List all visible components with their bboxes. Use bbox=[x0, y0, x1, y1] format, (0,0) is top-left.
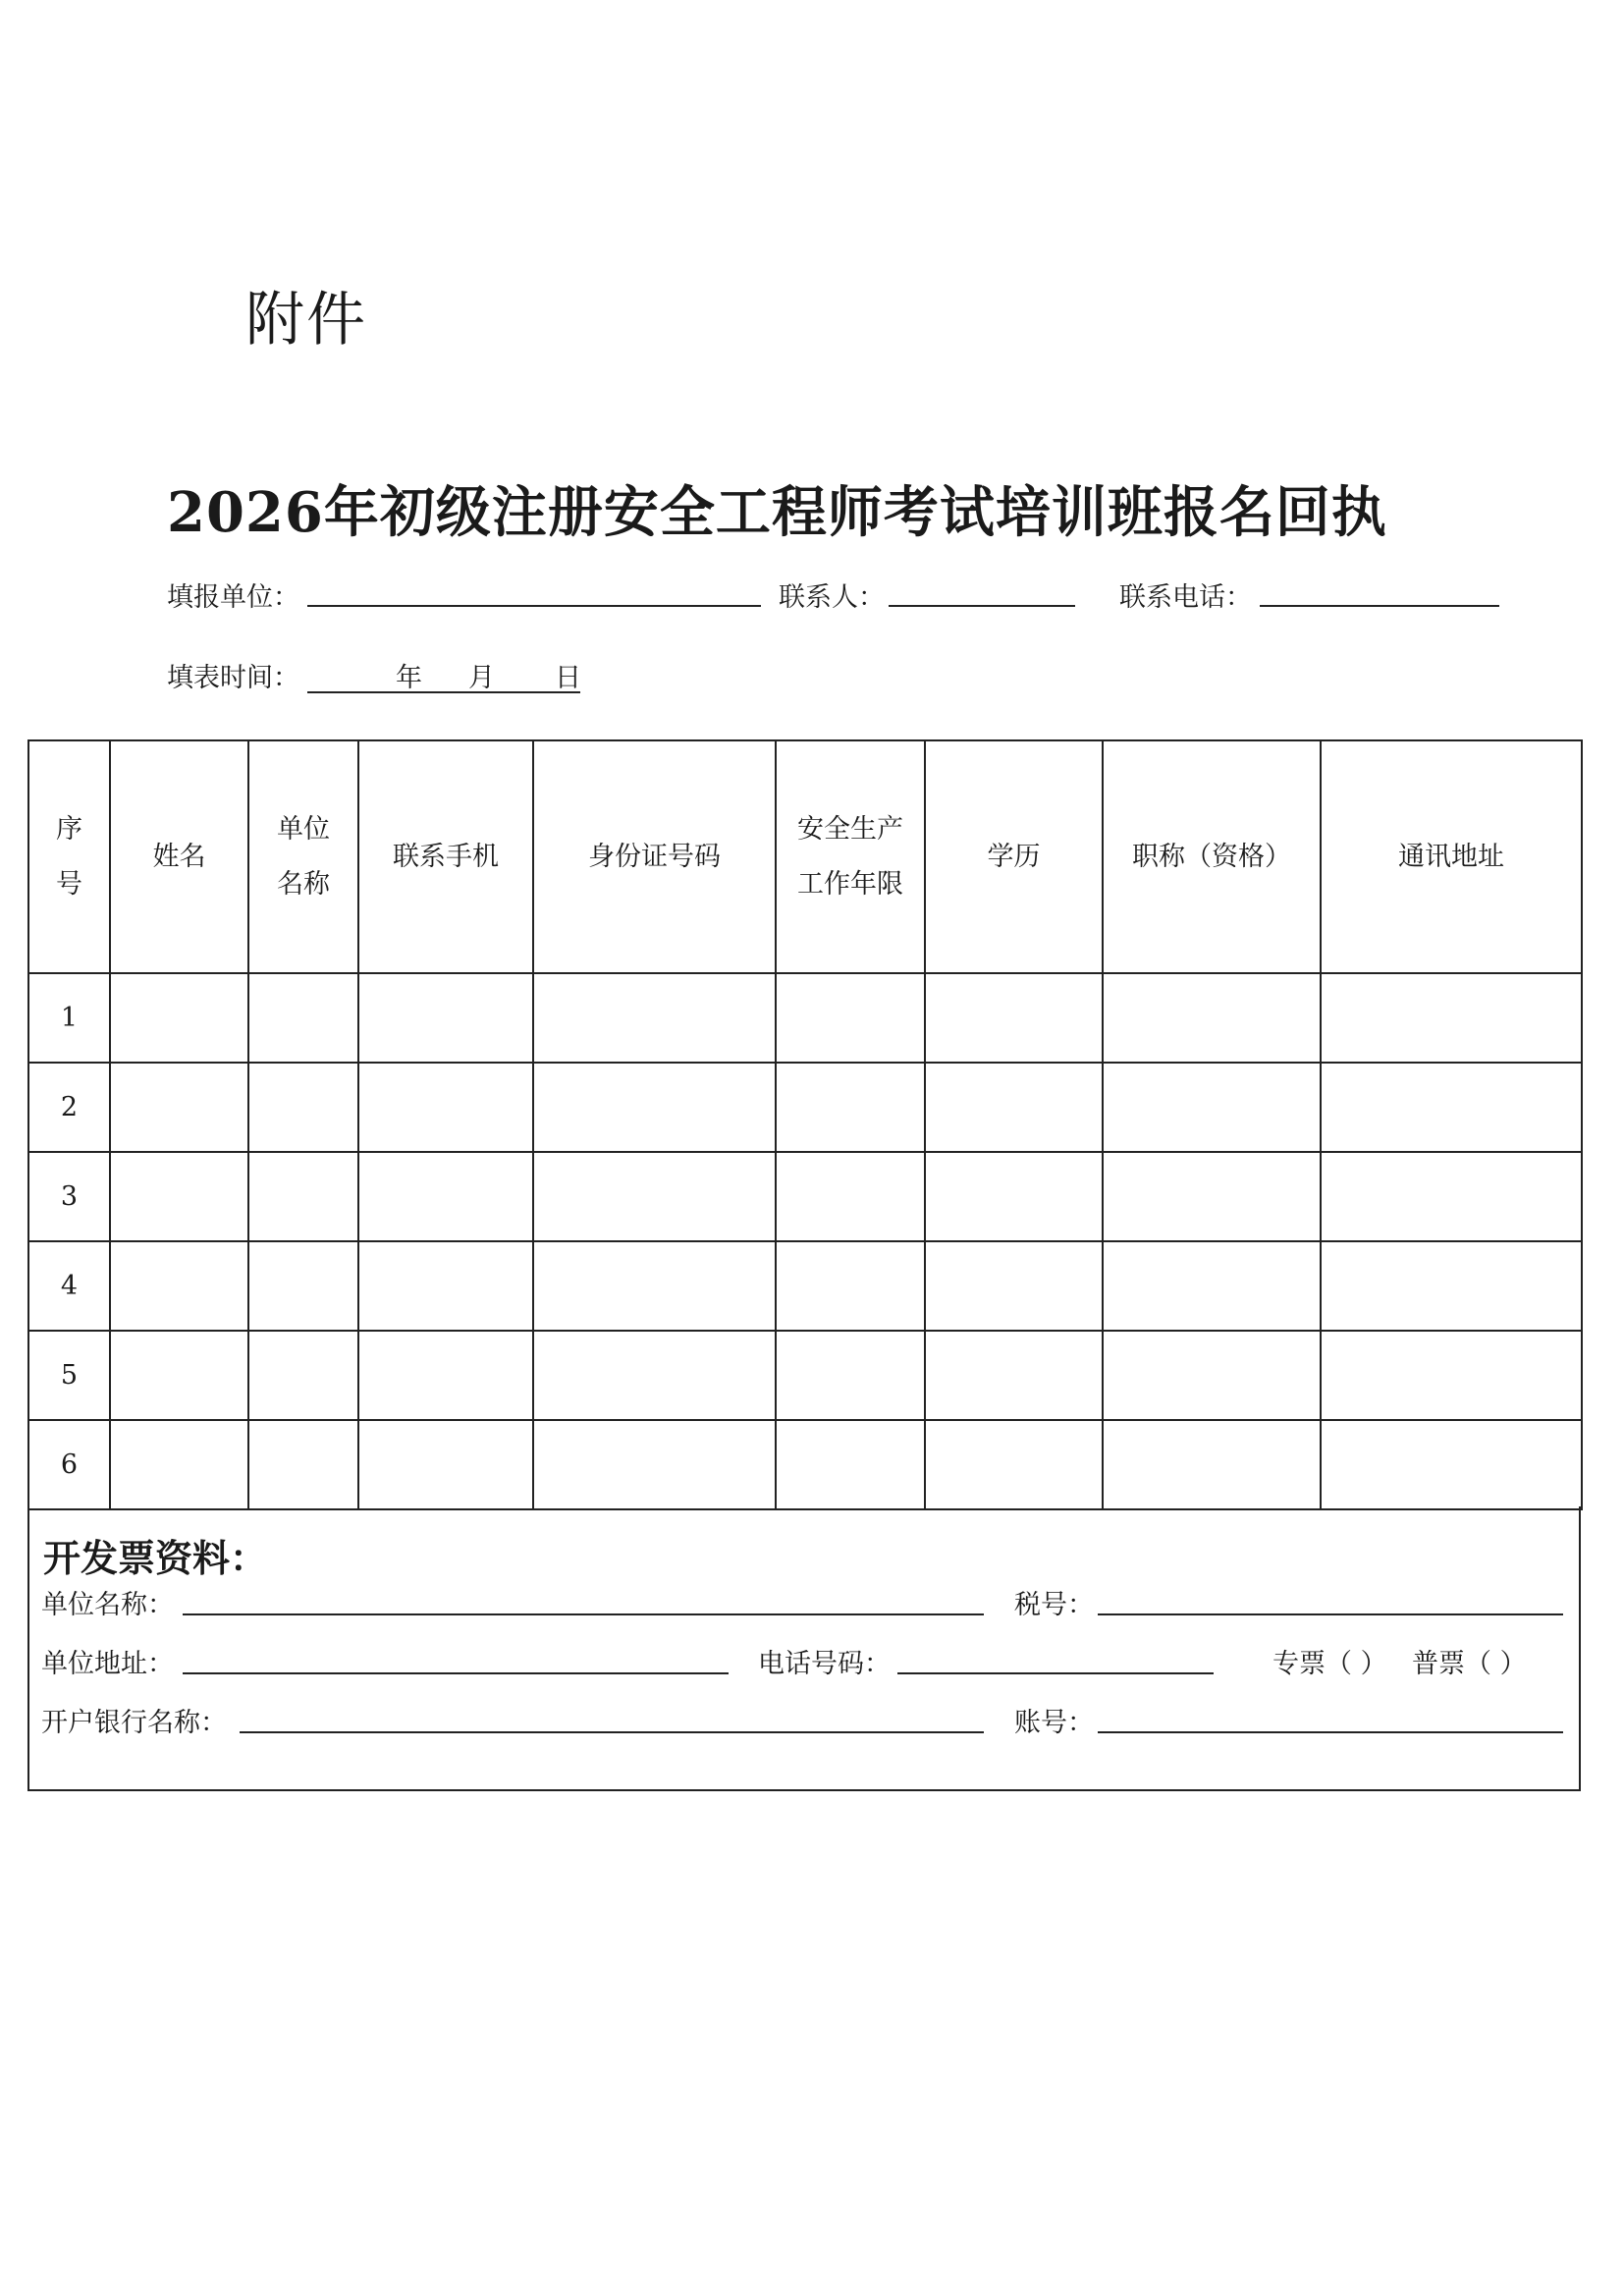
column-header bbox=[533, 740, 776, 973]
invoice-bank-label: 开户银行名称： bbox=[41, 1708, 227, 1738]
table-cell[interactable] bbox=[1321, 1241, 1582, 1331]
table-cell[interactable] bbox=[1321, 1063, 1582, 1152]
column-header-text: 学历 bbox=[987, 841, 1041, 872]
column-header-text: 安全生产 bbox=[797, 813, 903, 845]
table-cell[interactable] bbox=[1321, 973, 1582, 1063]
invoice-address-field[interactable] bbox=[183, 1672, 729, 1674]
invoice-title: 开发票资料： bbox=[43, 1537, 268, 1580]
table-cell[interactable] bbox=[776, 1241, 925, 1331]
column-header-text: 号 bbox=[56, 868, 82, 900]
table-cell[interactable] bbox=[358, 1152, 533, 1241]
table-cell[interactable] bbox=[110, 973, 248, 1063]
row-number: 5 bbox=[28, 1331, 110, 1420]
row-number: 4 bbox=[28, 1241, 110, 1331]
table-cell[interactable] bbox=[358, 1331, 533, 1420]
day-label: 日 bbox=[555, 663, 581, 693]
attachment-label: 附件 bbox=[245, 286, 367, 355]
phone-label: 联系电话： bbox=[1119, 582, 1252, 613]
table-cell[interactable] bbox=[248, 1152, 358, 1241]
column-header-text: 单位 bbox=[277, 813, 330, 845]
table-cell[interactable] bbox=[358, 973, 533, 1063]
table-row bbox=[28, 1152, 1582, 1241]
column-header-text: 姓名 bbox=[152, 841, 206, 872]
table-cell[interactable] bbox=[533, 1331, 776, 1420]
invoice-phone-label: 电话号码： bbox=[758, 1649, 891, 1679]
table-cell[interactable] bbox=[1103, 1152, 1321, 1241]
table-cell[interactable] bbox=[533, 973, 776, 1063]
table-cell[interactable] bbox=[1103, 1241, 1321, 1331]
registration-table bbox=[27, 739, 1583, 1510]
row-number: 3 bbox=[28, 1152, 110, 1241]
table-cell[interactable] bbox=[776, 1331, 925, 1420]
table-cell[interactable] bbox=[1103, 1331, 1321, 1420]
table-cell[interactable] bbox=[776, 973, 925, 1063]
table-cell[interactable] bbox=[248, 1420, 358, 1509]
table-cell[interactable] bbox=[925, 1152, 1103, 1241]
date-label: 填表时间： bbox=[167, 663, 299, 693]
table-cell[interactable] bbox=[358, 1420, 533, 1509]
table-cell[interactable] bbox=[533, 1241, 776, 1331]
invoice-account-label: 账号： bbox=[1014, 1708, 1094, 1738]
table-cell[interactable] bbox=[358, 1241, 533, 1331]
column-header bbox=[1321, 740, 1582, 973]
column-header-text: 联系手机 bbox=[393, 841, 499, 872]
invoice-section bbox=[27, 1506, 1581, 1791]
table-row bbox=[28, 1331, 1582, 1420]
table-cell[interactable] bbox=[248, 1241, 358, 1331]
table-cell[interactable] bbox=[925, 973, 1103, 1063]
column-header bbox=[358, 740, 533, 973]
table-row bbox=[28, 1420, 1582, 1509]
table-cell[interactable] bbox=[1103, 1063, 1321, 1152]
table-cell[interactable] bbox=[925, 1420, 1103, 1509]
table-cell[interactable] bbox=[776, 1152, 925, 1241]
invoice-bank-field[interactable] bbox=[240, 1731, 984, 1733]
invoice-address-label: 单位地址： bbox=[41, 1649, 174, 1679]
invoice-tax-label: 税号： bbox=[1014, 1590, 1094, 1620]
row-number: 6 bbox=[28, 1420, 110, 1509]
column-header bbox=[28, 740, 110, 973]
date-field[interactable] bbox=[307, 656, 580, 693]
phone-field[interactable] bbox=[1260, 605, 1499, 607]
column-header-text: 名称 bbox=[277, 868, 330, 900]
column-header-text: 身份证号码 bbox=[588, 841, 721, 872]
table-cell[interactable] bbox=[248, 1331, 358, 1420]
column-header bbox=[925, 740, 1103, 973]
table-cell[interactable] bbox=[776, 1063, 925, 1152]
table-cell[interactable] bbox=[1321, 1420, 1582, 1509]
contact-label: 联系人： bbox=[779, 582, 885, 613]
contact-field[interactable] bbox=[889, 605, 1075, 607]
table-cell[interactable] bbox=[925, 1063, 1103, 1152]
table-cell[interactable] bbox=[110, 1063, 248, 1152]
column-header-text: 序 bbox=[56, 813, 82, 845]
table-row bbox=[28, 973, 1582, 1063]
table-cell[interactable] bbox=[1103, 973, 1321, 1063]
table-cell[interactable] bbox=[110, 1331, 248, 1420]
table-cell[interactable] bbox=[776, 1420, 925, 1509]
month-label: 月 bbox=[468, 663, 495, 693]
column-header bbox=[776, 740, 925, 973]
table-cell[interactable] bbox=[248, 973, 358, 1063]
table-cell[interactable] bbox=[248, 1063, 358, 1152]
table-cell[interactable] bbox=[533, 1420, 776, 1509]
invoice-unit-name-label: 单位名称： bbox=[41, 1590, 174, 1620]
invoice-account-field[interactable] bbox=[1098, 1731, 1563, 1733]
table-cell[interactable] bbox=[533, 1063, 776, 1152]
row-number: 1 bbox=[28, 973, 110, 1063]
table-cell[interactable] bbox=[925, 1241, 1103, 1331]
table-header-row bbox=[28, 740, 1582, 973]
form-title: 2026年初级注册安全工程师考试培训班报名回执 bbox=[167, 480, 1387, 545]
table-row bbox=[28, 1241, 1582, 1331]
column-header bbox=[110, 740, 248, 973]
column-header bbox=[1103, 740, 1321, 973]
table-cell[interactable] bbox=[110, 1420, 248, 1509]
invoice-tax-field[interactable] bbox=[1098, 1613, 1563, 1615]
column-header-text: 职称（资格） bbox=[1132, 841, 1291, 872]
year-label: 年 bbox=[396, 663, 422, 693]
column-header-text: 通讯地址 bbox=[1398, 841, 1504, 872]
special-invoice-option[interactable]: 专票（ ） bbox=[1272, 1649, 1387, 1679]
table-cell[interactable] bbox=[1103, 1420, 1321, 1509]
normal-invoice-option[interactable]: 普票（ ） bbox=[1412, 1649, 1527, 1679]
unit-field[interactable] bbox=[307, 605, 761, 607]
invoice-phone-field[interactable] bbox=[897, 1672, 1214, 1674]
table-cell[interactable] bbox=[358, 1063, 533, 1152]
table-row bbox=[28, 1063, 1582, 1152]
column-header-text: 工作年限 bbox=[797, 868, 903, 900]
row-number: 2 bbox=[28, 1063, 110, 1152]
table-cell[interactable] bbox=[533, 1152, 776, 1241]
table-cell[interactable] bbox=[110, 1152, 248, 1241]
unit-label: 填报单位： bbox=[167, 582, 299, 613]
column-header bbox=[248, 740, 358, 973]
table-cell[interactable] bbox=[110, 1241, 248, 1331]
table-cell[interactable] bbox=[1321, 1331, 1582, 1420]
invoice-unit-name-field[interactable] bbox=[183, 1613, 984, 1615]
table-cell[interactable] bbox=[925, 1331, 1103, 1420]
table-cell[interactable] bbox=[1321, 1152, 1582, 1241]
